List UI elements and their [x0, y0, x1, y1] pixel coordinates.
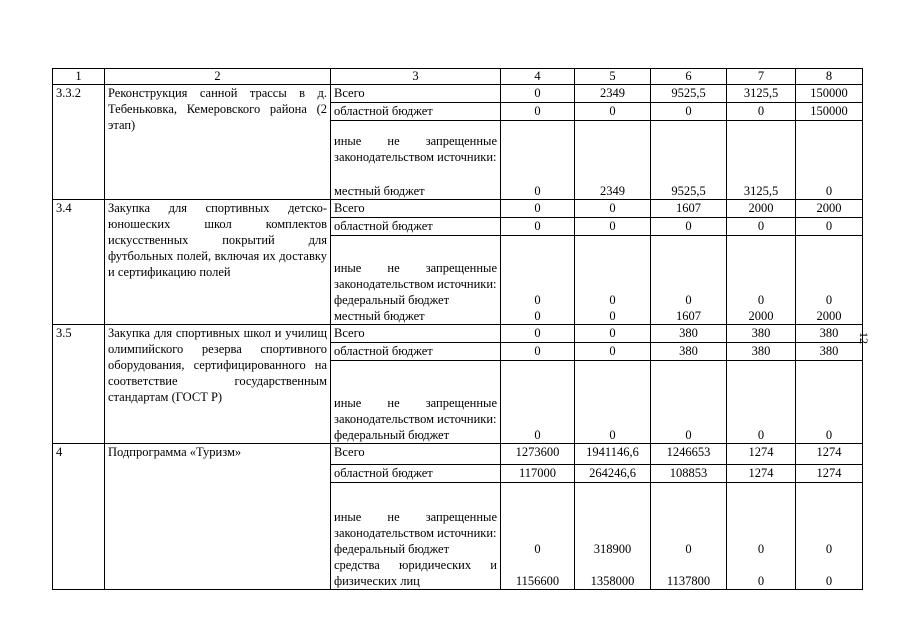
source-values-cell	[651, 483, 727, 590]
item-number: 3.4	[53, 200, 105, 325]
value-cell: 108853	[651, 465, 727, 483]
page-number: 12	[857, 332, 871, 344]
value-cell: 0	[757, 542, 765, 556]
value-cell: 0	[685, 293, 692, 307]
value-cell: 0	[501, 343, 575, 361]
source-values-cell	[501, 361, 575, 444]
value-cell: 0	[575, 200, 651, 218]
other-sources-label: иные не запрещенные законодательством источники:	[334, 396, 497, 426]
other-sources-cell	[331, 121, 501, 200]
header-row	[53, 69, 863, 85]
value-cell: 0	[575, 325, 651, 343]
header-cell: 4	[501, 69, 575, 85]
source-values-cell	[501, 236, 575, 325]
header-cell: 7	[727, 69, 796, 85]
source-values-cell	[796, 361, 863, 444]
value-cell: 0	[757, 428, 765, 442]
value-cell: 150000	[796, 85, 863, 103]
source-values-cell	[575, 236, 651, 325]
row-total	[53, 444, 863, 465]
value-cell: 380	[727, 343, 796, 361]
value-cell: 1274	[796, 444, 863, 465]
value-cell: 0	[501, 218, 575, 236]
header-cell: 6	[651, 69, 727, 85]
item-name: Подпрограмма «Туризм»	[105, 444, 331, 590]
value-cell: 0	[825, 428, 833, 442]
total-label: Всего	[331, 200, 501, 218]
value-cell: 0	[825, 184, 833, 198]
value-cell: 380	[796, 343, 863, 361]
total-label: Всего	[331, 444, 501, 465]
value-cell: 0	[609, 293, 616, 307]
total-label: Всего	[331, 325, 501, 343]
value-cell: 1941146,6	[575, 444, 651, 465]
value-cell: 0	[609, 309, 616, 323]
value-cell: 1137800	[666, 574, 711, 588]
value-cell: 117000	[501, 465, 575, 483]
value-cell: 0	[575, 218, 651, 236]
item-name: Закупка для спортивных детско-юношеских школ комплектов искусственных покрытий для футбольных полей, включая их доставку и сертификацию полей	[105, 200, 331, 325]
source-values-cell	[651, 361, 727, 444]
source-label: федеральный бюджет	[334, 542, 450, 556]
source-values-cell	[501, 483, 575, 590]
value-cell: 1274	[727, 444, 796, 465]
value-cell: 380	[651, 325, 727, 343]
value-cell: 150000	[796, 103, 863, 121]
source-values-cell	[727, 236, 796, 325]
source-values-cell	[575, 121, 651, 200]
value-cell: 1274	[727, 465, 796, 483]
value-cell: 0	[501, 103, 575, 121]
other-sources-label: иные не запрещенные законодательством источники:	[334, 510, 497, 540]
regional-label: областной бюджет	[331, 465, 501, 483]
source-values-cell	[651, 236, 727, 325]
regional-label: областной бюджет	[331, 343, 501, 361]
value-cell: 0	[825, 542, 833, 556]
value-cell: 0	[727, 103, 796, 121]
item-number: 3.5	[53, 325, 105, 444]
value-cell: 1274	[796, 465, 863, 483]
value-cell: 318900	[593, 542, 632, 556]
item-number: 4	[53, 444, 105, 590]
source-values-cell	[727, 483, 796, 590]
header-cell: 1	[53, 69, 105, 85]
value-cell: 1358000	[590, 574, 635, 588]
value-cell: 0	[825, 574, 833, 588]
source-label: местный бюджет	[334, 184, 425, 198]
budget-table	[52, 68, 863, 590]
value-cell: 264246,6	[575, 465, 651, 483]
row-total	[53, 85, 863, 103]
header-cell: 3	[331, 69, 501, 85]
header-cell: 2	[105, 69, 331, 85]
value-cell: 2000	[796, 200, 863, 218]
source-values-cell	[501, 121, 575, 200]
value-cell: 0	[534, 293, 541, 307]
spacer	[334, 165, 497, 183]
value-cell: 0	[685, 428, 692, 442]
source-label: федеральный бюджет	[334, 293, 450, 307]
value-cell: 1156600	[515, 574, 560, 588]
source-values-cell	[727, 121, 796, 200]
value-cell: 2000	[816, 309, 842, 323]
value-cell: 9525,5	[671, 184, 706, 198]
other-sources-label: иные не запрещенные законодательством источники:	[334, 134, 497, 164]
value-cell: 2349	[600, 184, 625, 198]
value-cell: 0	[575, 343, 651, 361]
value-cell: 0	[534, 184, 541, 198]
value-cell: 0	[501, 200, 575, 218]
value-cell: 380	[651, 343, 727, 361]
header-cell: 8	[796, 69, 863, 85]
total-label: Всего	[331, 85, 501, 103]
source-label: федеральный бюджет	[334, 428, 450, 442]
source-values-cell	[575, 361, 651, 444]
value-cell: 1607	[651, 200, 727, 218]
other-sources-label: иные не запрещенные законодательством источники:	[334, 261, 497, 291]
value-cell: 0	[501, 85, 575, 103]
other-sources-cell	[331, 236, 501, 325]
value-cell: 2000	[748, 309, 774, 323]
source-values-cell	[727, 361, 796, 444]
value-cell: 1607	[676, 309, 701, 323]
value-cell: 0	[575, 103, 651, 121]
value-cell: 0	[685, 542, 692, 556]
row-total	[53, 325, 863, 343]
value-cell: 0	[609, 428, 616, 442]
other-sources-cell	[331, 483, 501, 590]
value-cell: 0	[727, 218, 796, 236]
regional-label: областной бюджет	[331, 103, 501, 121]
value-cell: 380	[796, 325, 863, 343]
item-name: Закупка для спортивных школ и училищ олимпийского резерва спортивного оборудования, сертифицированного на соответствие государственным стандартам (ГОСТ Р)	[105, 325, 331, 444]
source-values-cell	[796, 483, 863, 590]
value-cell: 0	[825, 293, 833, 307]
value-cell: 380	[727, 325, 796, 343]
source-values-cell	[575, 483, 651, 590]
value-cell: 1273600	[501, 444, 575, 465]
value-cell: 9525,5	[651, 85, 727, 103]
row-total	[53, 200, 863, 218]
value-cell: 0	[757, 293, 765, 307]
value-cell: 1246653	[651, 444, 727, 465]
value-cell: 0	[501, 325, 575, 343]
header-cell: 5	[575, 69, 651, 85]
value-cell: 0	[534, 309, 541, 323]
other-sources-cell	[331, 361, 501, 444]
source-values-cell	[796, 121, 863, 200]
value-cell: 0	[757, 574, 765, 588]
value-cell: 0	[651, 103, 727, 121]
item-name: Реконструкция санной трассы в д. Тебеньковка, Кемеровского района (2 этап)	[105, 85, 331, 200]
source-values-cell	[651, 121, 727, 200]
value-cell: 0	[651, 218, 727, 236]
value-cell: 0	[534, 428, 541, 442]
item-number: 3.3.2	[53, 85, 105, 200]
value-cell: 2000	[727, 200, 796, 218]
value-cell: 0	[534, 542, 541, 556]
value-cell: 3125,5	[743, 184, 779, 198]
value-cell: 0	[796, 218, 863, 236]
regional-label: областной бюджет	[331, 218, 501, 236]
source-values-cell	[796, 236, 863, 325]
value-cell: 2349	[575, 85, 651, 103]
value-cell: 3125,5	[727, 85, 796, 103]
source-label: средства юридических и физических лиц	[334, 558, 497, 588]
source-label: местный бюджет	[334, 309, 425, 323]
